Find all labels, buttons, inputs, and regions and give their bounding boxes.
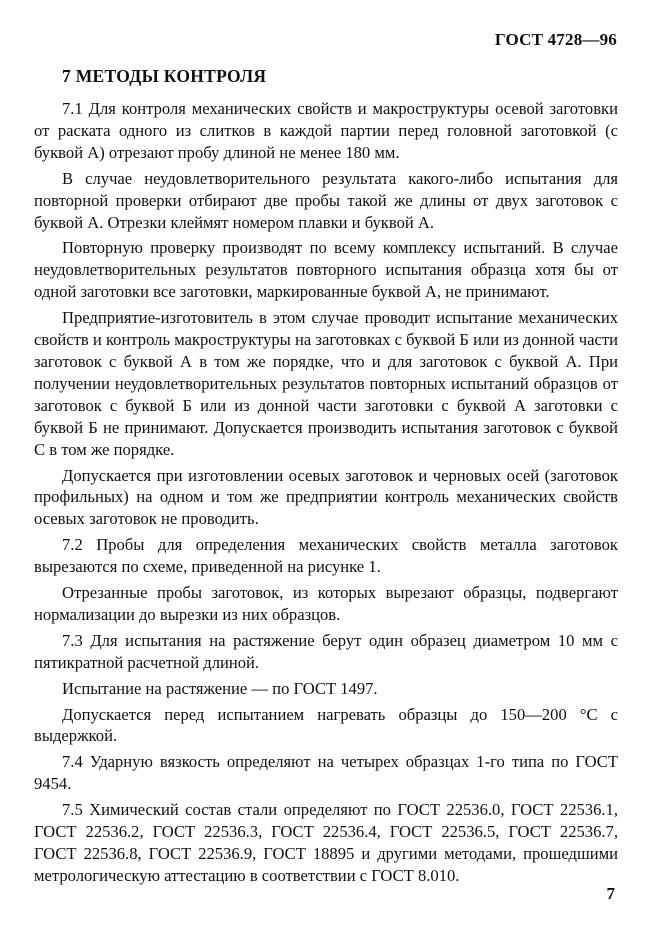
paragraph-control-exemption: Допускается при изготовлении осевых заготовок и черновых осей (заготовок профильных) на одном и том же предприятии контроль механических свойств осевых заготовок не проводить. (34, 465, 618, 529)
paragraph-retest-scope: Повторную проверку производят по всему комплексу испытаний. В случае неудовлетворительных результатов повторного испытания образца хотя бы от одной заготовки все заготовки, маркированные буквой А, не принимают. (34, 238, 618, 302)
paragraph-tensile-standard: Испытание на растяжение — по ГОСТ 1497. (62, 678, 378, 698)
page-number: 7 (606, 884, 615, 903)
paragraph-7-2: 7.2 Пробы для определения механических свойств металла заготовок вырезаются по схеме, приведенной на рисунке 1. (34, 535, 618, 577)
paragraph-manufacturer-testing: Предприятие-изготовитель в этом случае проводит испытание механических свойств и контроль макроструктуры на заготовках с буквой Б или из донной части заготовок с буквой А в том же порядке, что и для заготовок с буквой А. При получении неудовлетворительных результатов повторных испытаний образцов от заготовок с буквой Б или из донной части заготовки с буквой А заготовки с буквой Б не принимают. Допускается производить испытания заготовок с буквой С в том же порядке. (34, 308, 618, 459)
document-id-header: ГОСТ 4728—96 (494, 30, 617, 49)
paragraph-preheat: Допускается перед испытанием нагревать образцы до 150—200 °С с выдержкой. (34, 704, 618, 746)
paragraph-7-4: 7.4 Ударную вязкость определяют на четырех образцах 1-го типа по ГОСТ 9454. (34, 752, 618, 794)
paragraph-retest-sampling: В случае неудовлетворительного результата какого-либо испытания для повторной проверки отбирают две пробы такой же длины от двух заготовок с буквой А. Отрезки клеймят номером плавки и буквой А. (34, 168, 618, 232)
document-body (34, 98, 618, 891)
paragraph-7-1: 7.1 Для контроля механических свойств и макроструктуры осевой заготовки от раската одного из слитков в каждой партии перед головной заготовкой (с буквой А) отрезают пробу длиной не менее 180 мм. (34, 99, 618, 162)
paragraph-7-3: 7.3 Для испытания на растяжение берут один образец диаметром 10 мм с пятикратной расчетной длиной. (34, 630, 618, 672)
section-title: 7 МЕТОДЫ КОНТРОЛЯ (62, 66, 267, 86)
paragraph-normalization: Отрезанные пробы заготовок, из которых вырезают образцы, подвергают нормализации до вырезки из них образцов. (34, 583, 618, 624)
paragraph-7-5: 7.5 Химический состав стали определяют по ГОСТ 22536.0, ГОСТ 22536.1, ГОСТ 22536.2, ГОСТ 22536.3, ГОСТ 22536.4, ГОСТ 22536.5, ГОСТ 22536.7, ГОСТ 22536.8, ГОСТ 22536.9, ГОСТ 18895 и другими методами, прошедшими метрологическую аттестацию в соответствии с ГОСТ 8.010. (34, 800, 618, 885)
